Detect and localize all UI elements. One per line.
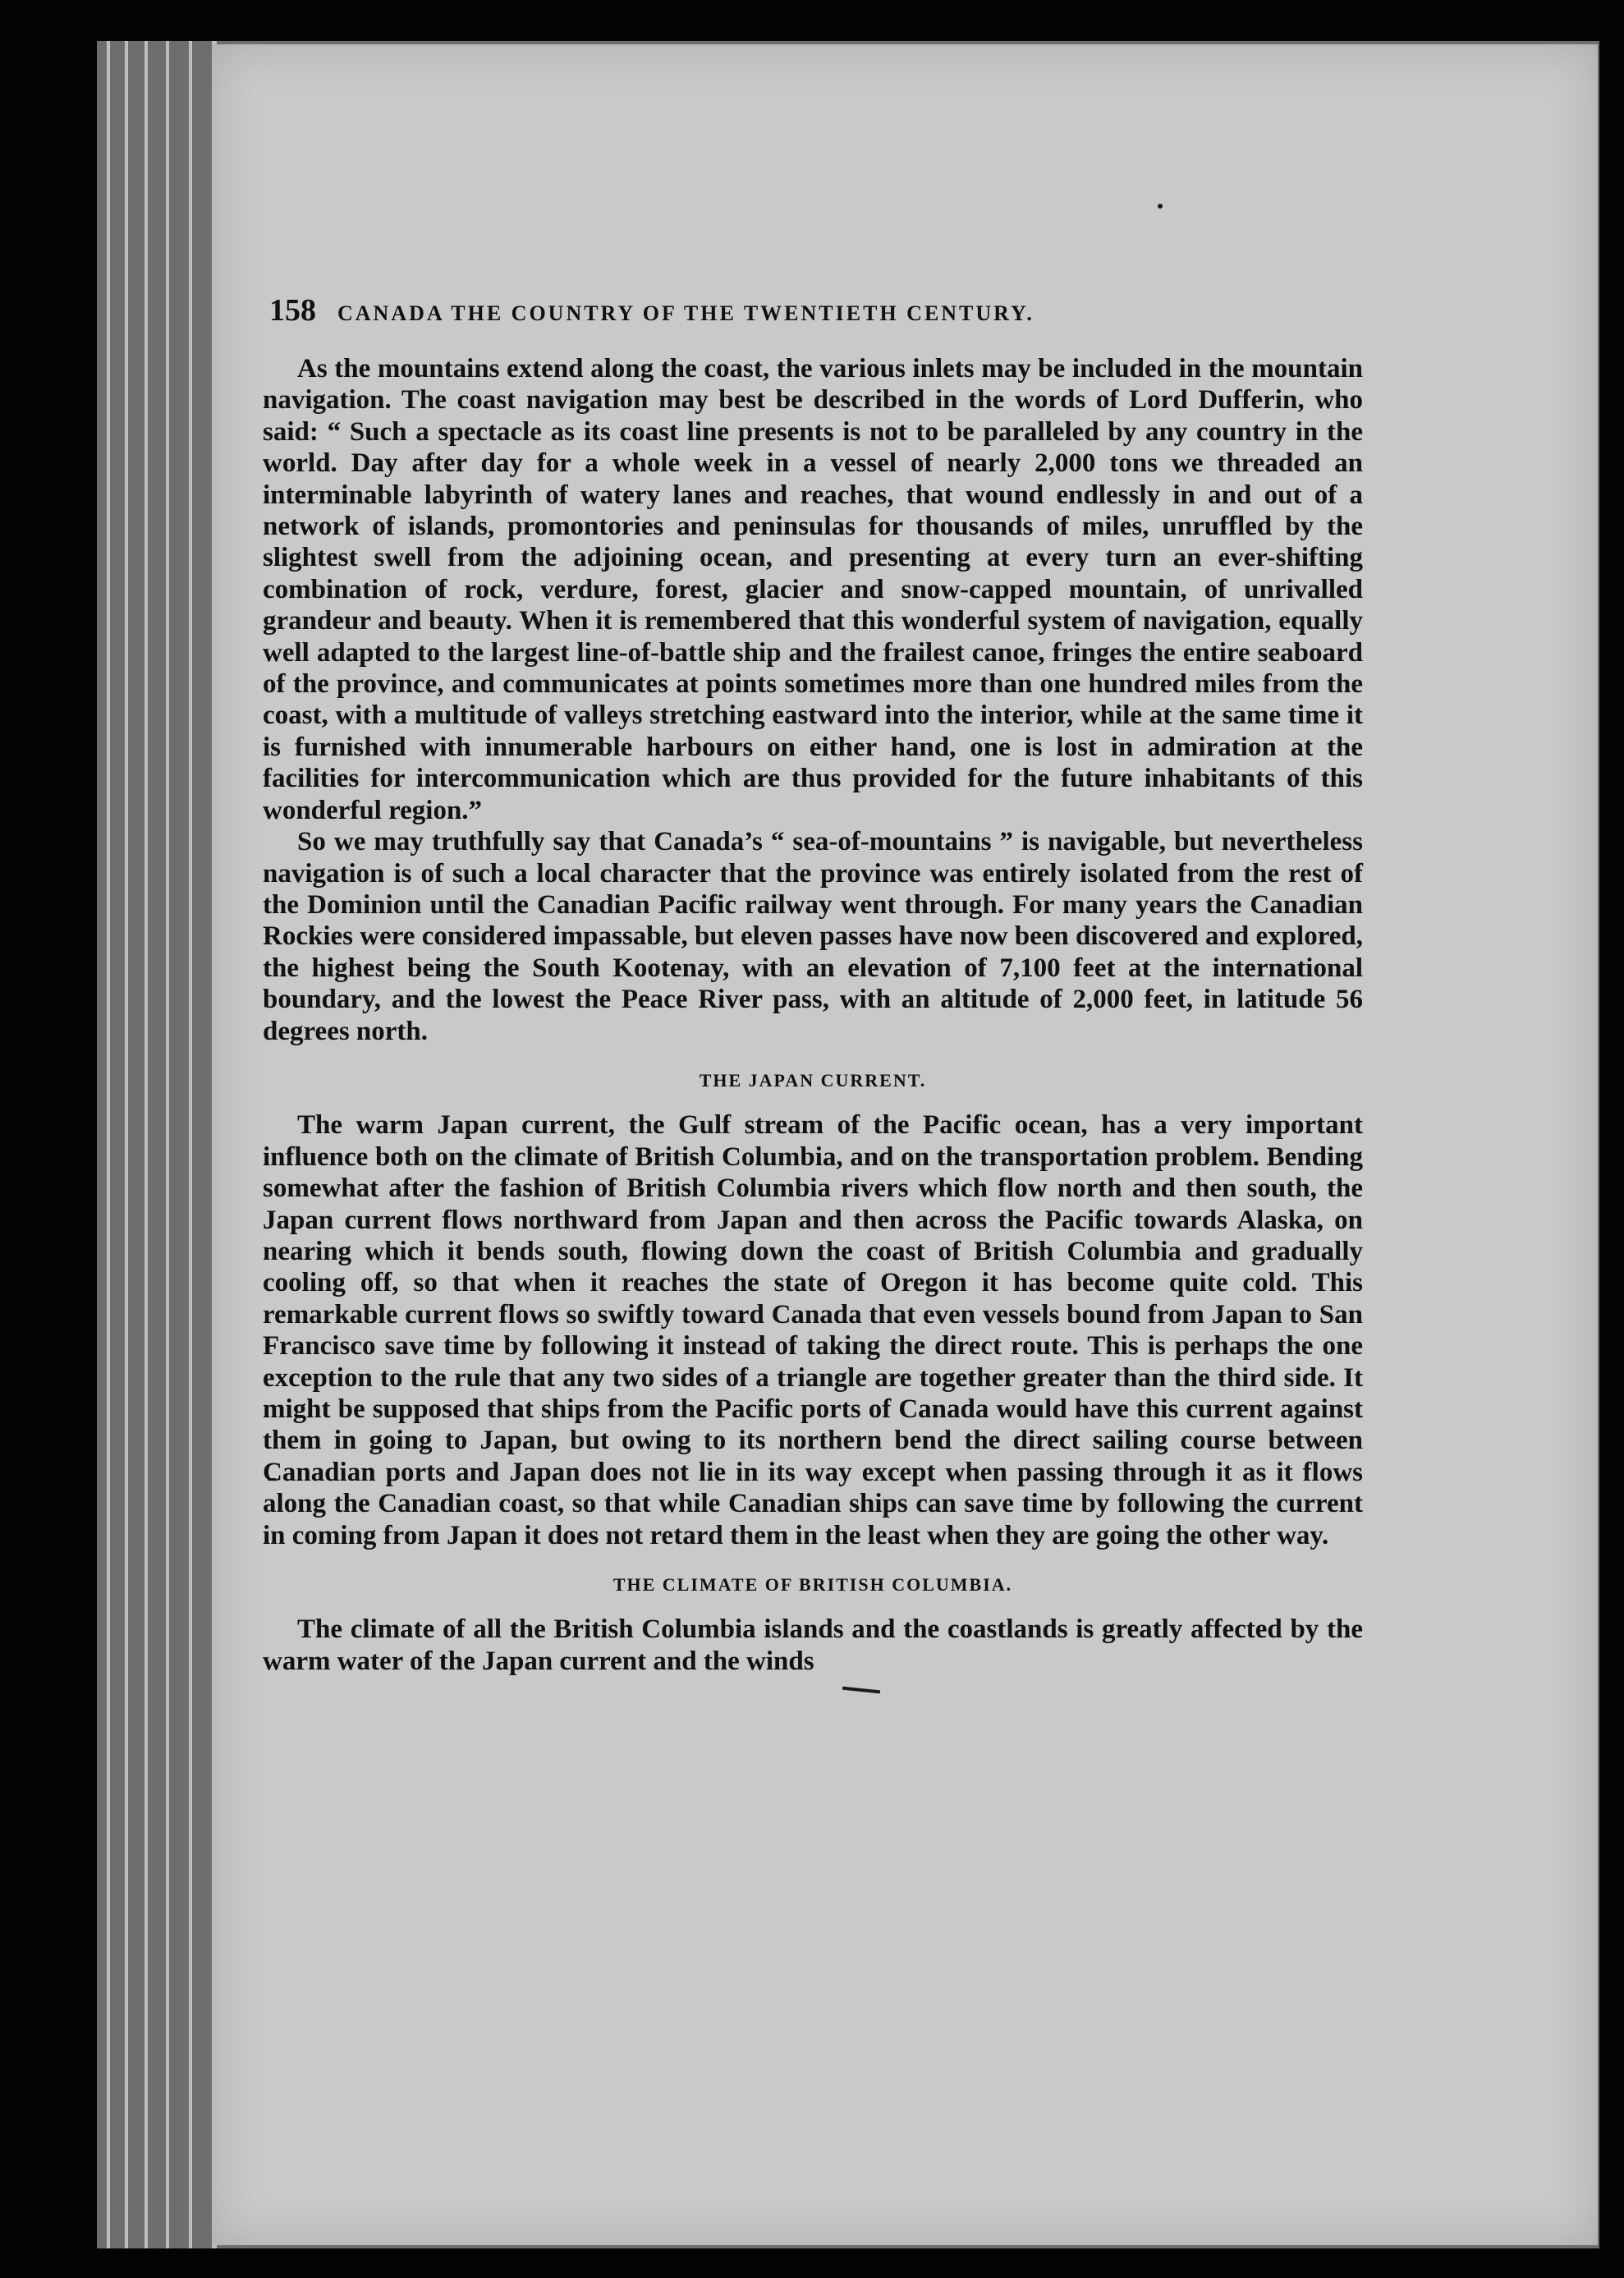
page-edge-line	[166, 41, 169, 2248]
page-edge-line	[189, 41, 192, 2248]
page-edge-line	[107, 41, 110, 2248]
paragraph-climate: The climate of all the British Columbia islands and the coastlands is greatly affected by the warm water of the Japan current and the winds	[263, 1614, 1363, 1676]
page-number: 158	[269, 293, 316, 328]
page-edge-line	[145, 41, 148, 2248]
paragraph-japan-current: The warm Japan current, the Gulf stream of the Pacific ocean, has a very important influence both on the climate of British Columbia, and on the transportation problem. Bending somewhat after the fashion of British Columbia rivers which flow north and then south, the Japan current flows northward from Japan and then across the Pacific towards Alaska, on nearing which it bends south, flowing down the coast of British Columbia and gradually cooling off, so that when it reaches the state of Oregon it has become quite cold. This remarkable current flows so swiftly toward Canada that even vessels bound from Japan to San Francisco save time by following it instead of taking the direct route. This is perhaps the one exception to the rule that any two sides of a triangle are together greater than the third side. It might be supposed that ships from the Pacific ports of Canada would have this current against them in going to Japan, but owing to its northern bend the direct sailing course between Canadian ports and Japan does not lie in its way except when passing through it as it flows along the Canadian coast, so that while Canadian ships can save time by following the current in coming from Japan it does not retard them in the least when they are going the other way.	[263, 1110, 1363, 1550]
section-heading-climate: THE CLIMATE OF BRITISH COLUMBIA.	[612, 1574, 1013, 1596]
page-header	[269, 292, 1361, 328]
ink-speck	[1158, 204, 1163, 209]
section-heading-japan-current: THE JAPAN CURRENT.	[699, 1069, 927, 1091]
page-edge-line	[125, 41, 128, 2248]
paragraph-coast-navigation: As the mountains extend along the coast, the various inlets may be included in the mountain navigation. The coast navigation may best be described in the words of Lord Dufferin, who said: “ Such a spectacle as its coast line presents is not to be paralleled by any country in the world. Day after day for a whole week in a vessel of nearly 2,000 tons we threaded an interminable labyrinth of watery lanes and reaches, that wound endlessly in and out of a network of islands, promontories and peninsulas for thousands of miles, unruffled by the slightest swell from the adjoining ocean, and presenting at every turn an ever-shifting combination of rock, verdure, forest, glacier and snow-capped mountain, of unrivalled grandeur and beauty. When it is remembered that this wonderful system of navigation, equally well adapted to the largest line-of-battle ship and the frailest canoe, fringes the entire seaboard of the province, and communicates at points sometimes more than one hundred miles from the coast, with a multitude of valleys stretching eastward into the interior, while at the same time it is furnished with innumerable harbours on either hand, one is lost in admiration at the facilities for intercommunication which are thus provided for the future inhabitants of this wonderful region.”	[263, 354, 1363, 825]
running-head: CANADA THE COUNTRY OF THE TWENTIETH CENTURY.	[337, 301, 1034, 325]
paragraph-sea-of-mountains: So we may truthfully say that Canada’s “ sea-of-mountains ” is navigable, but nevertheless navigation is of such a local character that the province was entirely isolated from the rest of the Dominion until the Canadian Pacific railway went through. For many years the Canadian Rockies were considered impassable, but eleven passes have now been discovered and explored, the highest being the South Kootenay, with an elevation of 7,100 feet at the international boundary, and the lowest the Peace River pass, with an altitude of 2,000 feet, in latitude 56 degrees north.	[263, 827, 1363, 1046]
body-text	[263, 353, 1363, 1677]
